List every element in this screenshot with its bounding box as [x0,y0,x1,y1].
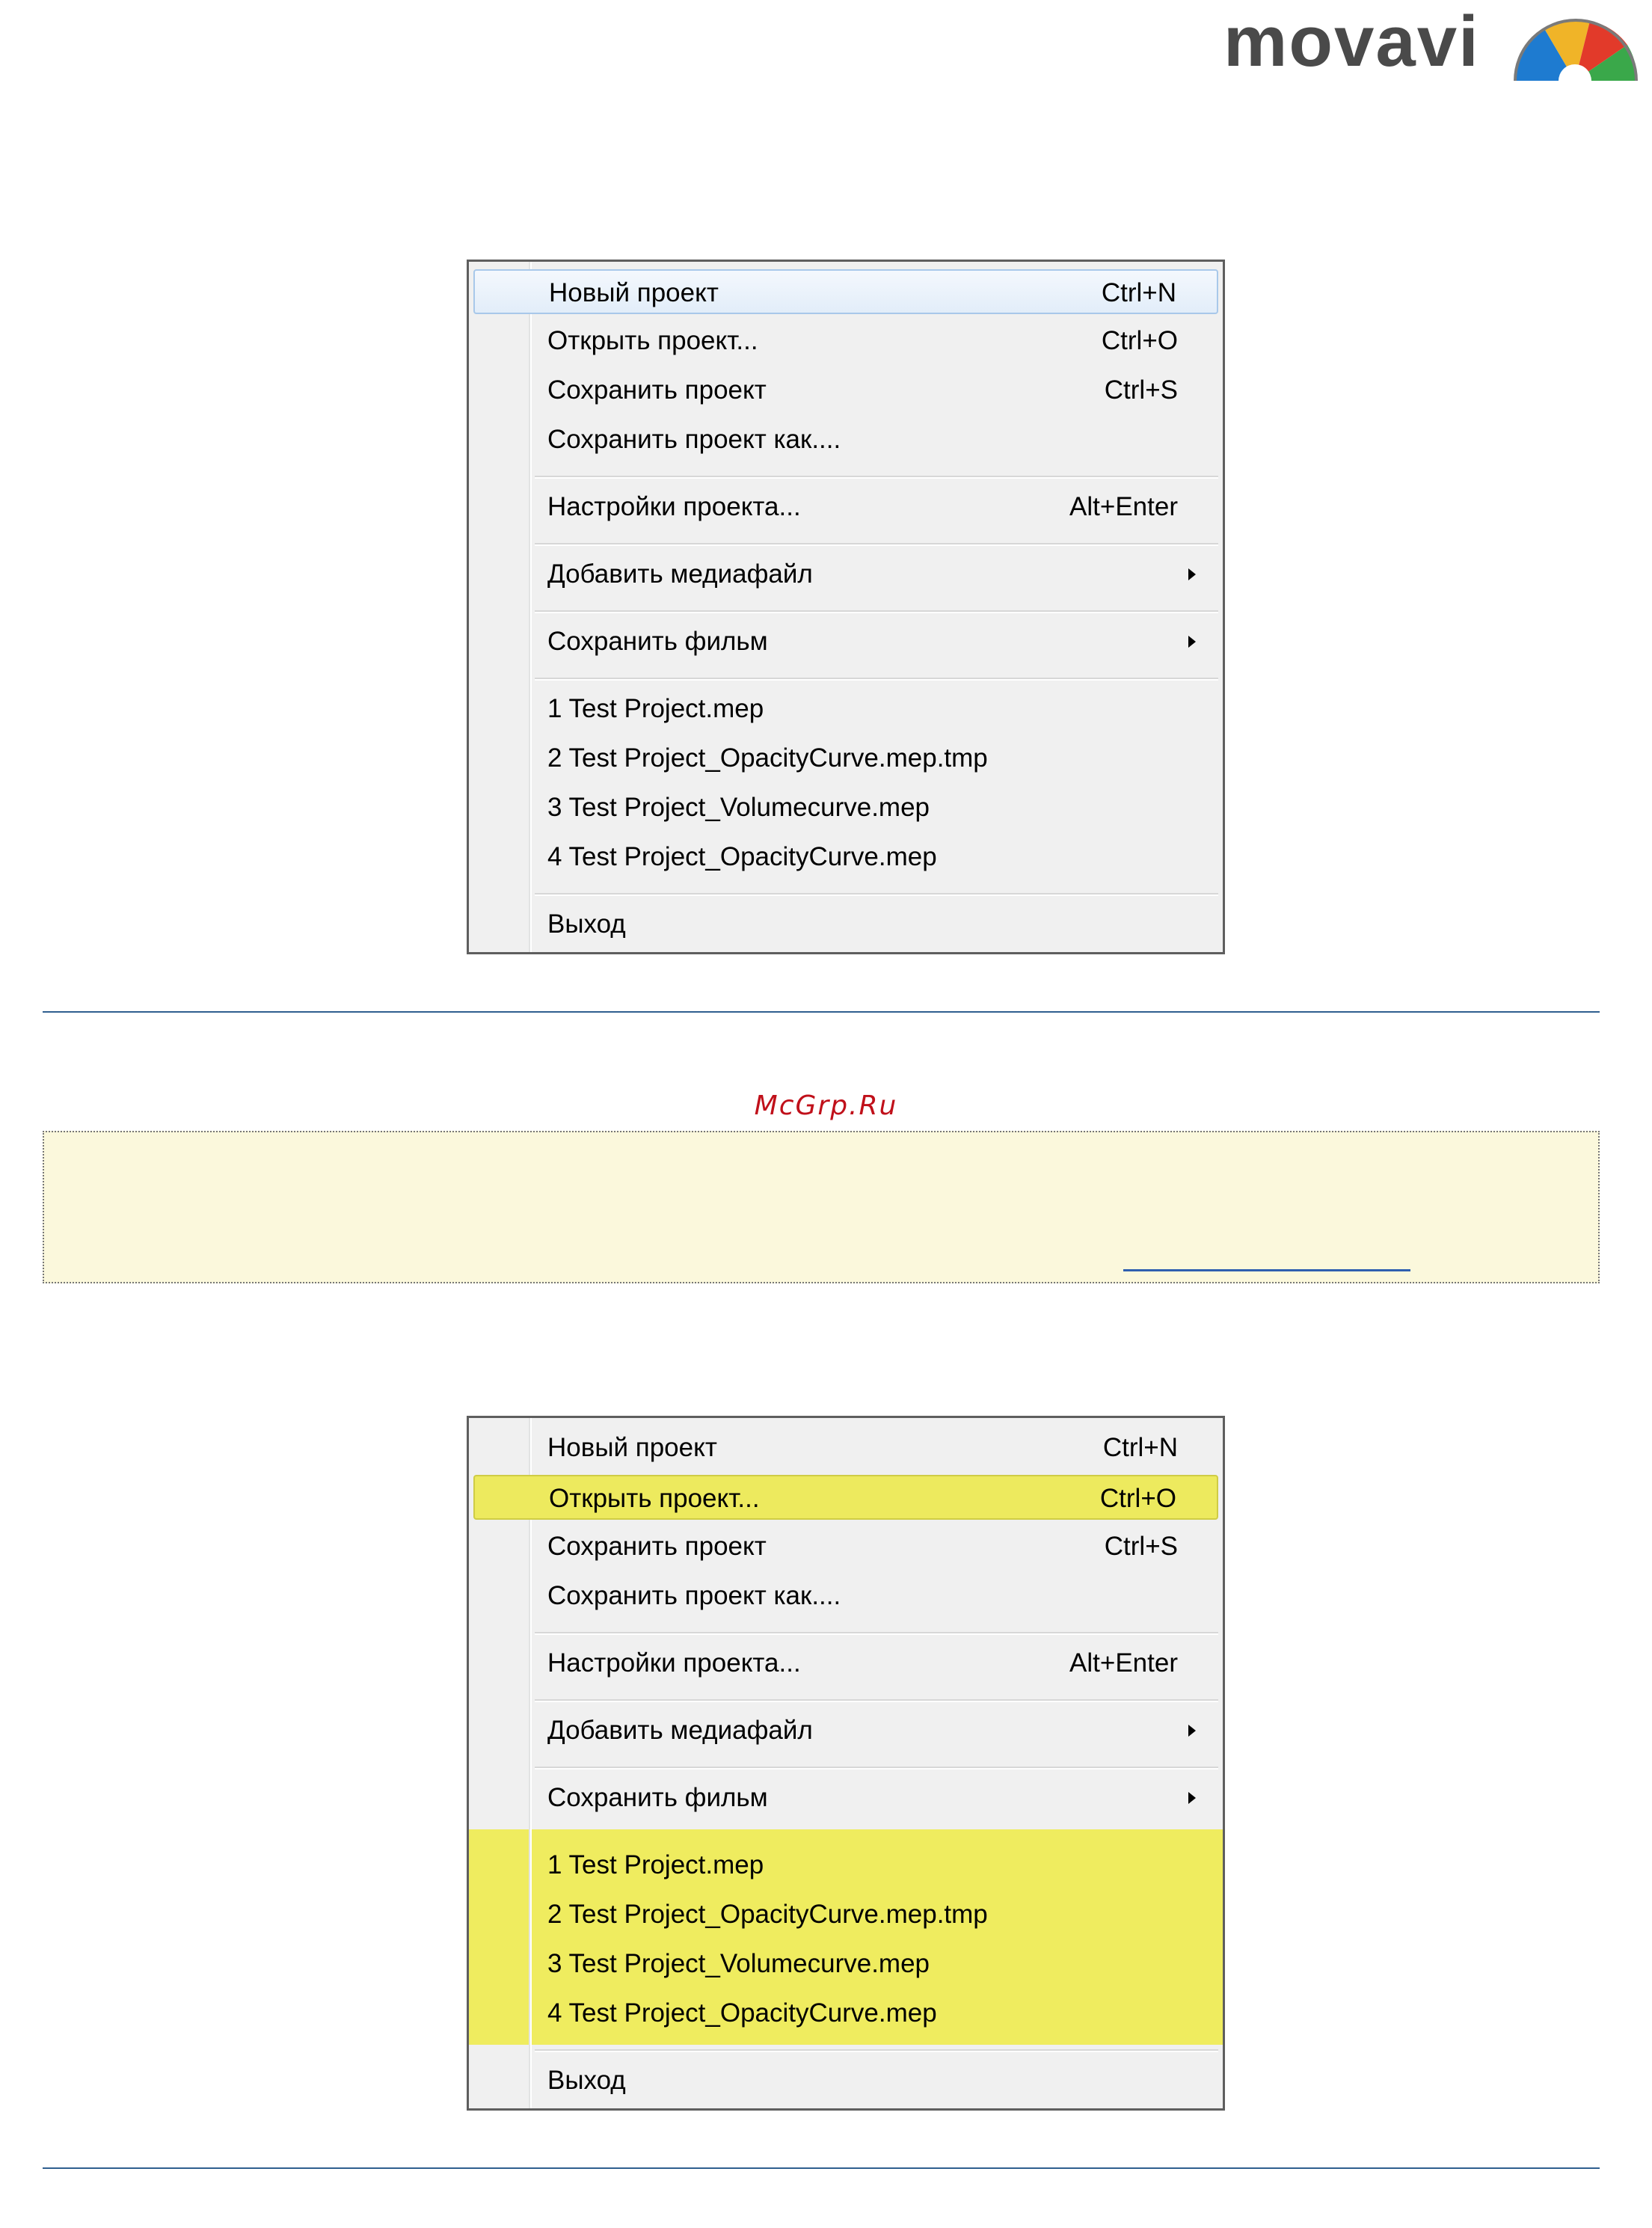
menu-separator [535,1699,1218,1702]
menu-separator [535,678,1218,681]
menu-item-save-project[interactable] [473,368,1218,413]
section-divider [43,2167,1600,2169]
menu-item-recent-1[interactable] [473,1843,1218,1888]
menu-item-recent-2[interactable] [473,1892,1218,1937]
menu-item-label: 1 Test Project.mep [547,1850,764,1879]
logo-swirl-icon [1500,0,1650,81]
logo-wordmark: movavi [1223,1,1480,82]
menu-item-open-project[interactable] [473,1475,1218,1520]
menu-item-save-movie[interactable] [473,1776,1218,1820]
menu-item-new-project[interactable] [473,269,1218,314]
menu-item-recent-4[interactable] [473,835,1218,880]
menu-item-label: 3 Test Project_Volumecurve.mep [547,1949,930,1978]
menu-item-label: 4 Test Project_OpacityCurve.mep [547,1998,937,2028]
menu-item-save-project-as[interactable] [473,417,1218,462]
submenu-arrow-icon [1188,1792,1196,1804]
menu-item-open-project[interactable] [473,319,1218,363]
menu-separator [535,610,1218,613]
menu-item-label: Выход [547,2066,626,2095]
note-box [43,1131,1600,1283]
submenu-arrow-icon [1188,568,1196,580]
watermark: McGrp.Ru [754,1090,898,1121]
menu-item-shortcut: Ctrl+S [1104,375,1178,405]
menu-item-label: 1 Test Project.mep [547,694,764,723]
menu-item-label: 4 Test Project_OpacityCurve.mep [547,842,937,871]
menu-item-label: Сохранить проект как.... [547,1581,841,1610]
menu-item-project-settings[interactable] [473,1641,1218,1686]
menu-item-exit[interactable] [473,902,1218,947]
menu-separator [535,893,1218,896]
menu-item-exit[interactable] [473,2058,1218,2103]
menu-item-label: Настройки проекта... [547,1648,801,1678]
file-menu-top [467,260,1225,954]
menu-item-recent-3[interactable] [473,1942,1218,1986]
menu-item-label: Выход [547,909,626,939]
menu-separator [535,1632,1218,1635]
menu-item-project-settings[interactable] [473,485,1218,530]
note-link-underline[interactable] [1123,1269,1410,1271]
menu-item-label: 2 Test Project_OpacityCurve.mep.tmp [547,1900,988,1929]
menu-item-label: 3 Test Project_Volumecurve.mep [547,793,930,822]
submenu-arrow-icon [1188,1725,1196,1737]
menu-item-add-media[interactable] [473,1708,1218,1753]
menu-separator [535,1767,1218,1770]
menu-item-label: Новый проект [549,278,719,307]
menu-item-label: Открыть проект... [547,326,758,355]
menu-item-recent-1[interactable] [473,687,1218,731]
menu-item-save-project-as[interactable] [473,1574,1218,1618]
menu-separator [535,2049,1218,2052]
menu-item-add-media[interactable] [473,552,1218,597]
menu-separator [535,476,1218,479]
menu-item-recent-4[interactable] [473,1991,1218,2036]
menu-item-label: Открыть проект... [549,1484,760,1513]
menu-item-label: Новый проект [547,1433,717,1462]
menu-item-label: Сохранить проект [547,375,767,405]
menu-item-shortcut: Ctrl+N [1101,278,1176,307]
menu-item-shortcut: Ctrl+O [1101,326,1178,355]
file-menu-bottom [467,1416,1225,2111]
menu-item-label: Сохранить проект [547,1532,767,1561]
section-divider [43,1011,1600,1013]
menu-item-shortcut: Ctrl+N [1102,1433,1178,1462]
menu-item-label: Добавить медиафайл [547,1716,813,1745]
menu-item-label: Сохранить фильм [547,1783,768,1812]
submenu-arrow-icon [1188,636,1196,648]
menu-item-shortcut: Alt+Enter [1069,1648,1178,1678]
menu-item-label: Сохранить проект как.... [547,425,841,454]
movavi-logo [1223,0,1652,81]
menu-item-new-project[interactable] [473,1426,1218,1470]
menu-item-recent-2[interactable] [473,736,1218,781]
menu-item-save-movie[interactable] [473,619,1218,664]
menu-item-label: Добавить медиафайл [547,559,813,589]
menu-item-label: Сохранить фильм [547,627,768,656]
menu-separator [535,543,1218,546]
menu-item-shortcut: Ctrl+O [1099,1484,1176,1513]
menu-item-recent-3[interactable] [473,785,1218,830]
menu-item-label: Настройки проекта... [547,492,801,521]
menu-item-shortcut: Alt+Enter [1069,492,1178,521]
menu-item-save-project[interactable] [473,1524,1218,1569]
menu-item-shortcut: Ctrl+S [1104,1532,1178,1561]
menu-item-label: 2 Test Project_OpacityCurve.mep.tmp [547,743,988,773]
